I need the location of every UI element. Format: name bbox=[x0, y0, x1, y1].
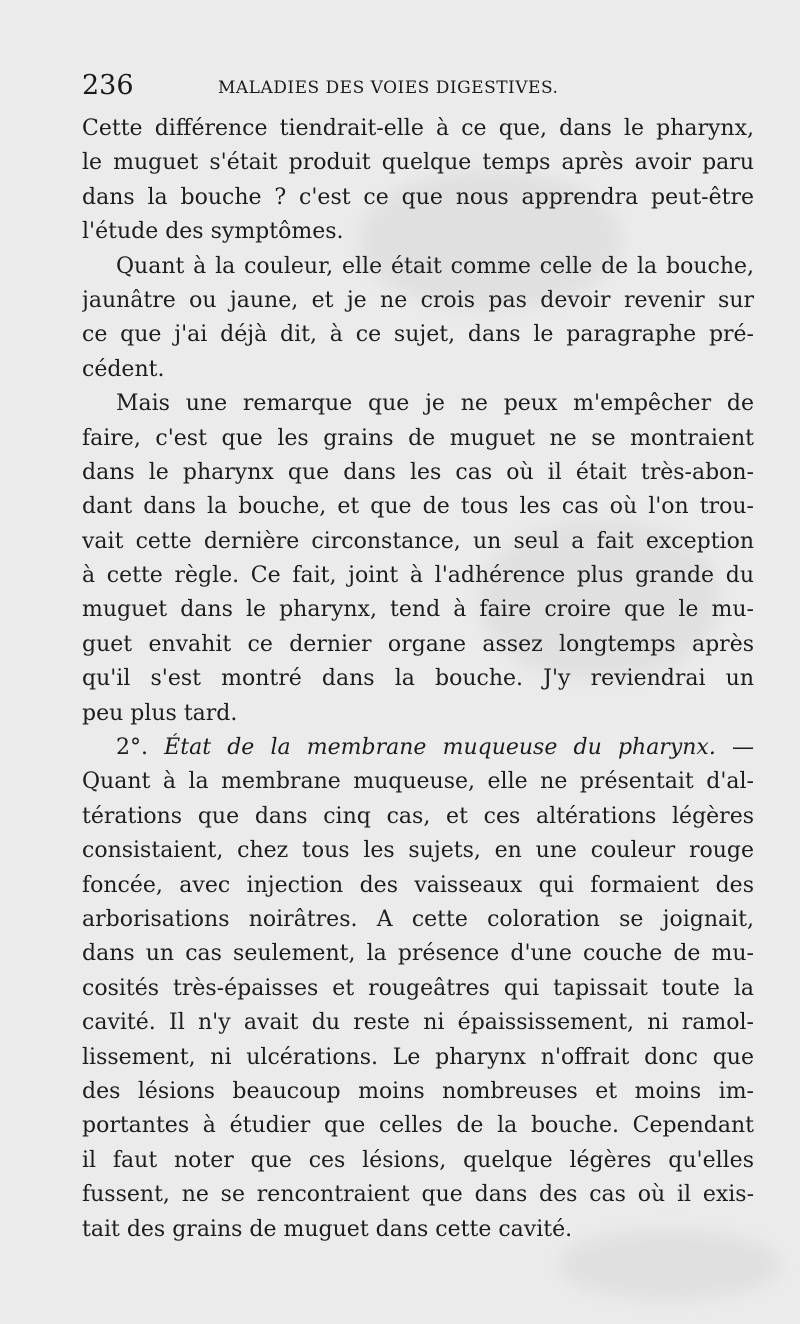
section-heading bbox=[82, 731, 754, 765]
text-line: il faut noter que ces lésions, quelque légères qu'elles bbox=[82, 1147, 754, 1173]
text-line: peu plus tard. bbox=[82, 700, 238, 726]
text-line: Cette différence tiendrait-elle à ce que, dans le pharynx, bbox=[82, 116, 754, 141]
text-line: Quant à la couleur, elle était comme celle de la bouche, bbox=[116, 253, 754, 279]
text-line: faire, c'est que les grains de muguet ne se montraient bbox=[82, 425, 754, 451]
text-line: le muguet s'était produit quelque temps après avoir paru bbox=[82, 150, 754, 176]
running-title: MALADIES DES VOIES DIGESTIVES. bbox=[218, 78, 559, 98]
page-number: 236 bbox=[82, 70, 134, 101]
text-line: lissement, ni ulcérations. Le pharynx n'offrait donc que bbox=[82, 1044, 754, 1070]
text-line: fussent, ne se rencontraient que dans des cas où il exis- bbox=[82, 1182, 754, 1208]
text-line: Mais une remarque que je ne peux m'empêcher de bbox=[116, 391, 754, 417]
text-line: à cette règle. Ce fait, joint à l'adhérence plus grande du bbox=[82, 563, 754, 589]
text-line: consistaient, chez tous les sujets, en une couleur rouge bbox=[82, 838, 754, 864]
text-line: térations que dans cinq cas, et ces altérations légères bbox=[82, 803, 754, 829]
text-line: portantes à étudier que celles de la bouche. Cependant bbox=[82, 1113, 754, 1139]
text-line: arborisations noirâtres. A cette coloration se joignait, bbox=[82, 906, 754, 932]
text-line: cavité. Il n'y avait du reste ni épaississement, ni ramol- bbox=[82, 1010, 754, 1036]
text-line: dans le pharynx que dans les cas où il était très-abon- bbox=[82, 459, 754, 485]
text-line: dans la bouche ? c'est ce que nous apprendra peut-être bbox=[82, 184, 754, 210]
text-line: dans un cas seulement, la présence d'une couche de mu- bbox=[82, 941, 754, 967]
text-line: vait cette dernière circonstance, un seul a fait exception bbox=[82, 528, 754, 554]
text-line: dant dans la bouche, et que de tous les cas où l'on trou- bbox=[82, 494, 754, 520]
section-number: 2°. bbox=[116, 735, 148, 761]
text-line: ce que j'ai déjà dit, à ce sujet, dans le paragraphe pré- bbox=[82, 322, 754, 348]
text-line: cosités très-épaisses et rougeâtres qui tapissait toute la bbox=[82, 975, 754, 1001]
text-line: foncée, avec injection des vaisseaux qui formaient des bbox=[82, 872, 754, 898]
text-line: l'étude des symptômes. bbox=[82, 219, 344, 245]
text-line: jaunâtre ou jaune, et je ne crois pas devoir revenir sur bbox=[82, 287, 754, 313]
text-line: tait des grains de muguet dans cette cavité. bbox=[82, 1216, 573, 1242]
body-text bbox=[82, 112, 754, 1247]
text-line: Quant à la membrane muqueuse, elle ne présentait d'al- bbox=[82, 769, 754, 795]
text-line: qu'il s'est montré dans la bouche. J'y reviendrai un bbox=[82, 666, 754, 692]
text-line: guet envahit ce dernier organe assez longtemps après bbox=[82, 631, 754, 657]
text-line: muguet dans le pharynx, tend à faire croire que le mu- bbox=[82, 597, 754, 623]
text-line: cédent. bbox=[82, 356, 165, 382]
section-dash: — bbox=[732, 735, 754, 761]
section-title: État de la membrane muqueuse du pharynx. bbox=[164, 735, 716, 761]
text-line: des lésions beaucoup moins nombreuses et moins im- bbox=[82, 1078, 754, 1104]
page-header bbox=[82, 68, 752, 104]
